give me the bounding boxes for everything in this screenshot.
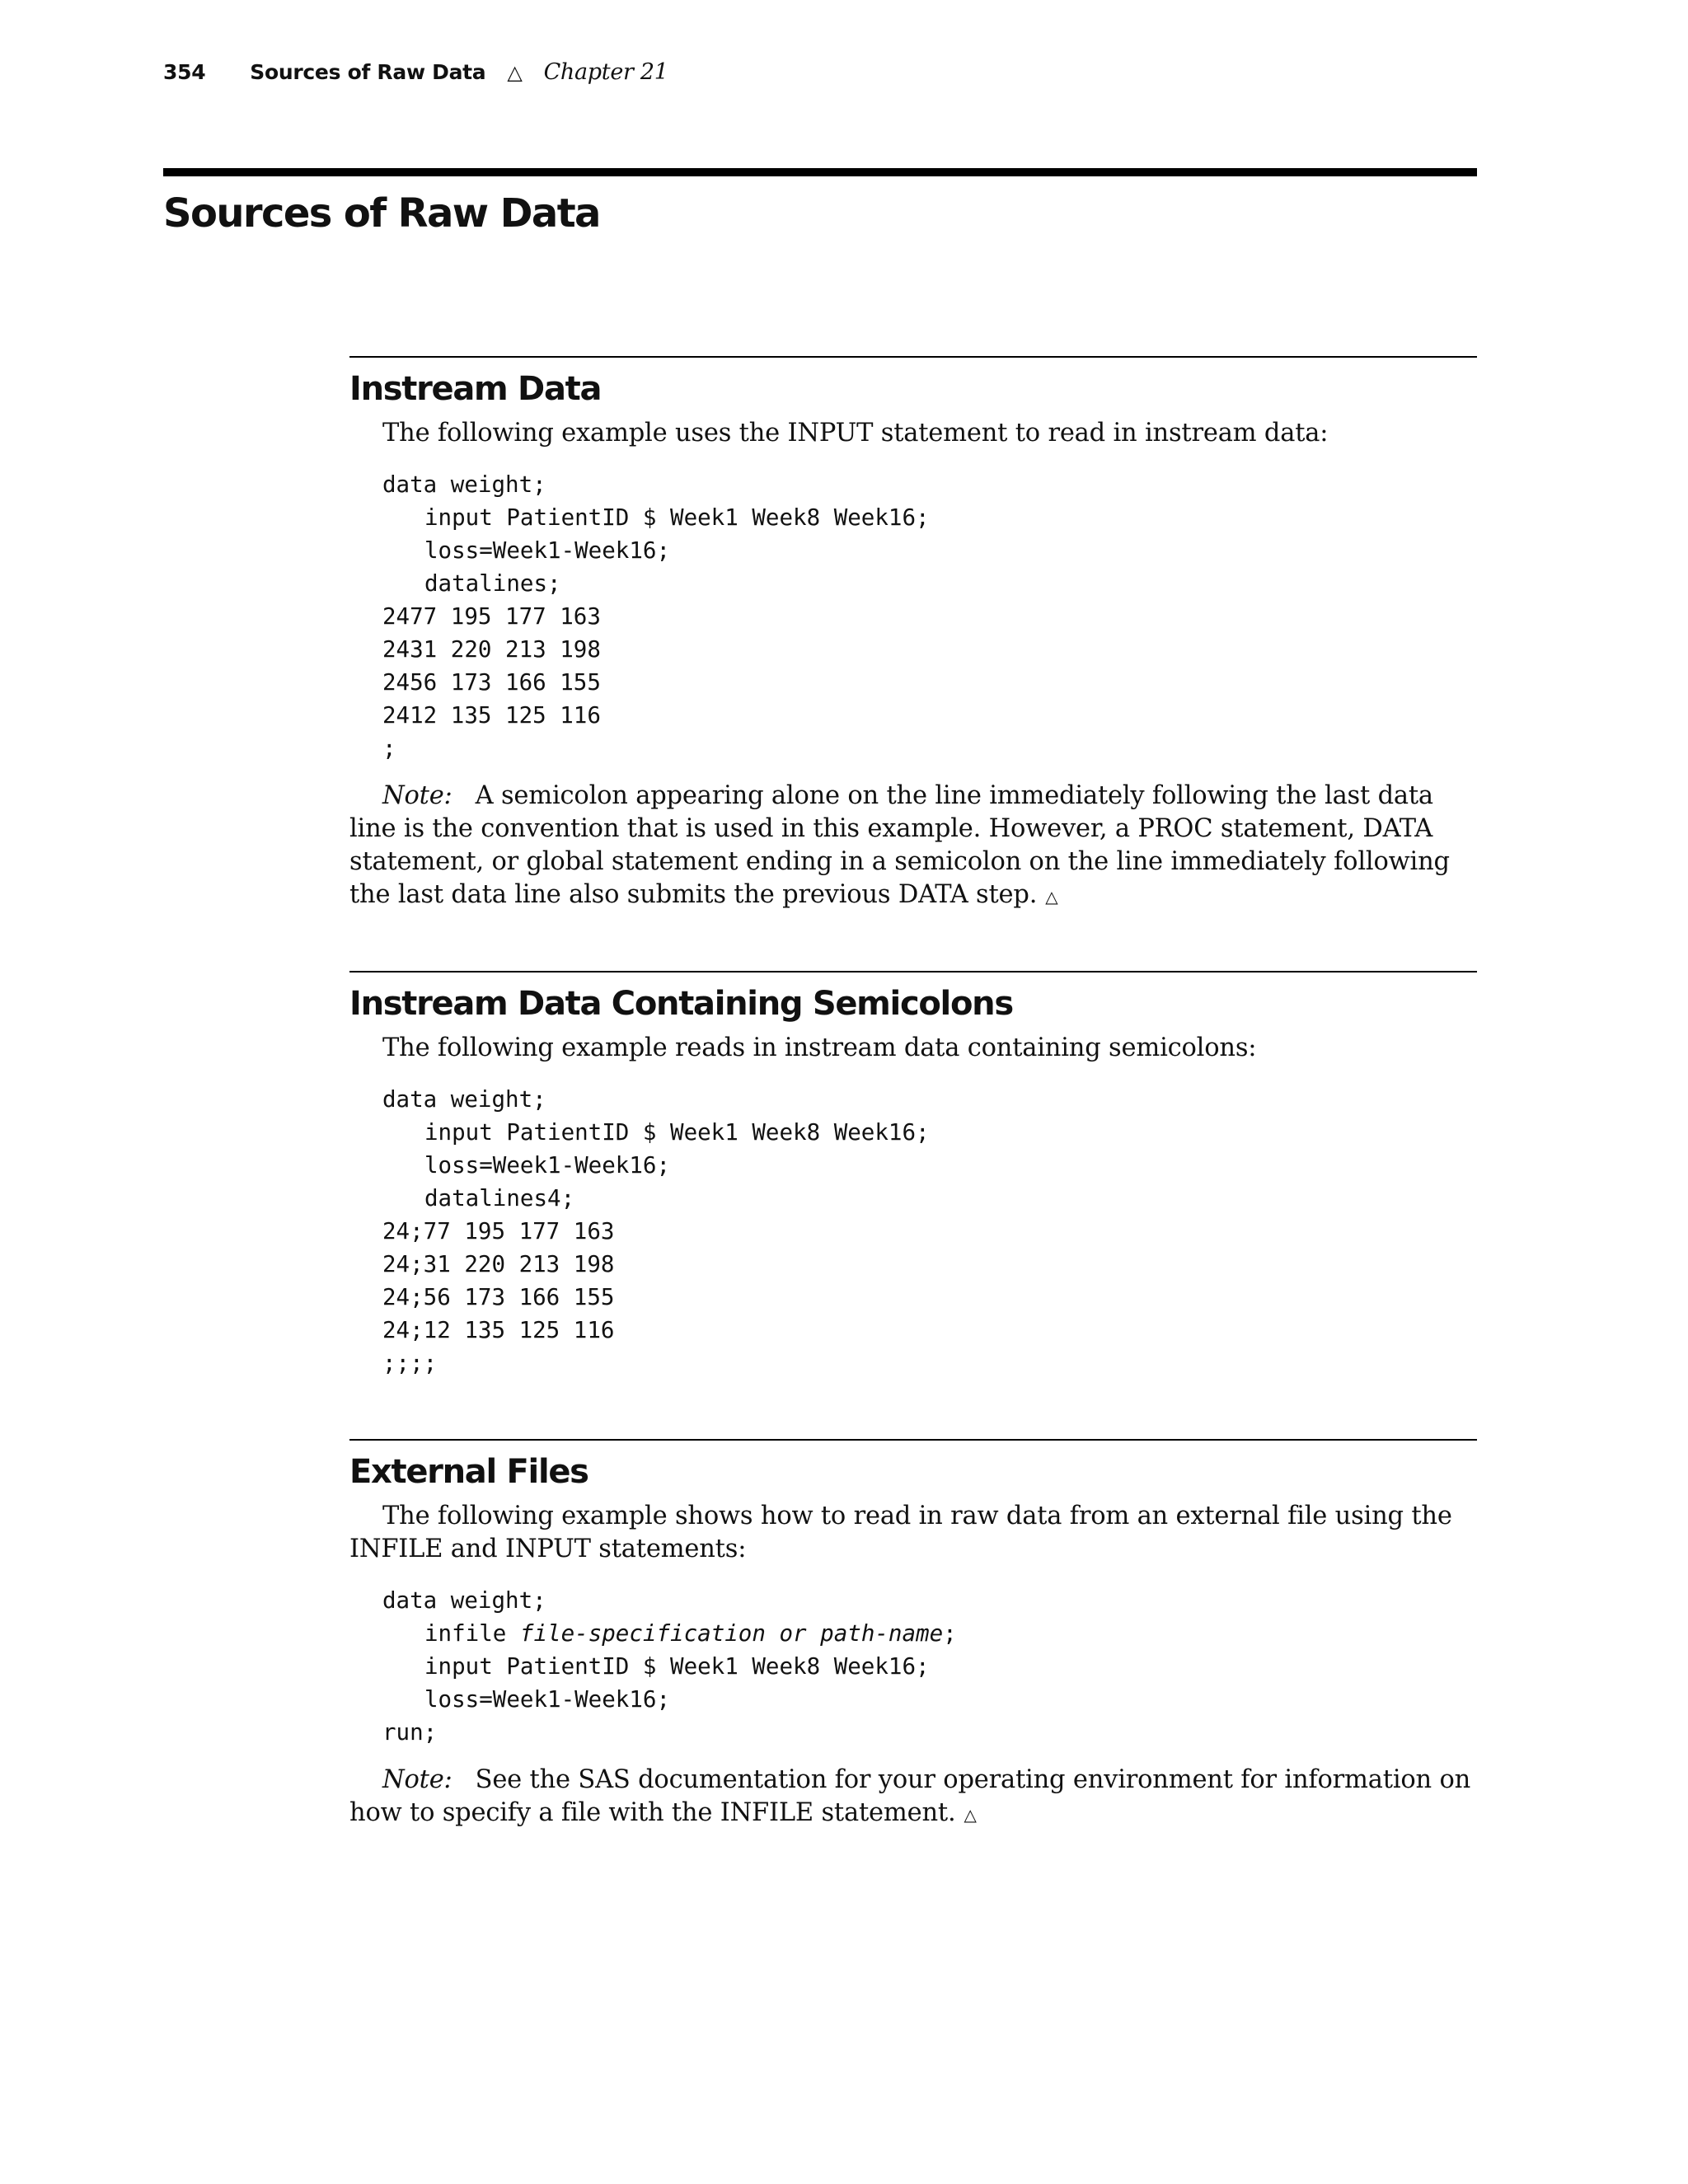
code-line: datalines4; xyxy=(424,1185,575,1212)
note xyxy=(349,1764,1477,1831)
section-intro: The following example reads in instream data containing semicolons: xyxy=(382,1033,1257,1062)
triangle-icon: △ xyxy=(1045,887,1058,907)
code-line: data weight; xyxy=(382,1086,546,1113)
code-line: data weight; xyxy=(382,1587,546,1614)
code-block xyxy=(382,468,1477,765)
chapter-rule xyxy=(163,168,1477,176)
section-title: Instream Data xyxy=(349,370,602,408)
code-line: input PatientID $ Week1 Week8 Week16; xyxy=(424,1119,930,1146)
note-label: Note: xyxy=(382,781,452,810)
section-intro: The following example uses the INPUT statement to read in instream data: xyxy=(382,419,1329,448)
code-line: 24;56 173 166 155 xyxy=(382,1284,615,1310)
triangle-icon: △ xyxy=(507,61,523,84)
code-line-infile xyxy=(382,1617,1477,1650)
code-line: 2477 195 177 163 xyxy=(382,603,601,630)
code-line: run; xyxy=(382,1719,438,1746)
note-text: See the SAS documentation for your operating environment for information on how to specify a file with the INFILE statement. xyxy=(349,1765,1471,1827)
code-line: input PatientID $ Week1 Week8 Week16; xyxy=(424,504,930,531)
triangle-icon: △ xyxy=(964,1805,977,1825)
section-title: Instream Data Containing Semicolons xyxy=(349,985,1013,1023)
code-keyword: infile xyxy=(424,1620,520,1647)
page-number: 354 xyxy=(163,60,206,84)
code-line: input PatientID $ Week1 Week8 Week16; xyxy=(424,1653,930,1680)
code-line: loss=Week1-Week16; xyxy=(424,537,671,564)
code-terminator: ; xyxy=(943,1620,957,1647)
code-block xyxy=(382,1584,1477,1749)
code-line: 2431 220 213 198 xyxy=(382,636,601,663)
code-line: 24;31 220 213 198 xyxy=(382,1251,615,1277)
note-text: A semicolon appearing alone on the line immediately following the last data line is the convention that is used in this example. However, a PROC statement, DATA statement, or global statement ending in a semicolon on the line immediately following the last data line also submits the previous DATA step. xyxy=(349,781,1450,909)
code-line: 24;12 135 125 116 xyxy=(382,1317,615,1343)
code-line: 2456 173 166 155 xyxy=(382,669,601,696)
code-placeholder: file-specification or path-name xyxy=(519,1620,944,1647)
code-line: ; xyxy=(382,735,396,762)
running-head-chapter: Chapter 21 xyxy=(543,59,668,85)
chapter-title: Sources of Raw Data xyxy=(163,190,600,237)
section-rule xyxy=(349,1439,1477,1441)
code-line: data weight; xyxy=(382,471,546,498)
note xyxy=(349,780,1477,913)
code-block xyxy=(382,1083,1477,1380)
code-line: loss=Week1-Week16; xyxy=(424,1152,671,1179)
code-line: 2412 135 125 116 xyxy=(382,702,601,729)
section-instream-data xyxy=(349,356,1477,913)
note-label: Note: xyxy=(382,1765,452,1794)
running-head-section: Sources of Raw Data xyxy=(250,60,486,84)
section-title: External Files xyxy=(349,1453,588,1491)
code-line: 24;77 195 177 163 xyxy=(382,1218,615,1244)
section-rule xyxy=(349,356,1477,358)
running-head xyxy=(163,59,668,92)
section-instream-data-semicolons xyxy=(349,971,1477,1380)
section-intro: The following example shows how to read in raw data from an external file using the INFILE and INPUT statements: xyxy=(349,1502,1452,1563)
section-rule xyxy=(349,971,1477,972)
code-line: ;;;; xyxy=(382,1350,438,1376)
code-line: loss=Week1-Week16; xyxy=(424,1686,671,1713)
section-external-files xyxy=(349,1439,1477,1831)
code-line: datalines; xyxy=(424,570,561,597)
